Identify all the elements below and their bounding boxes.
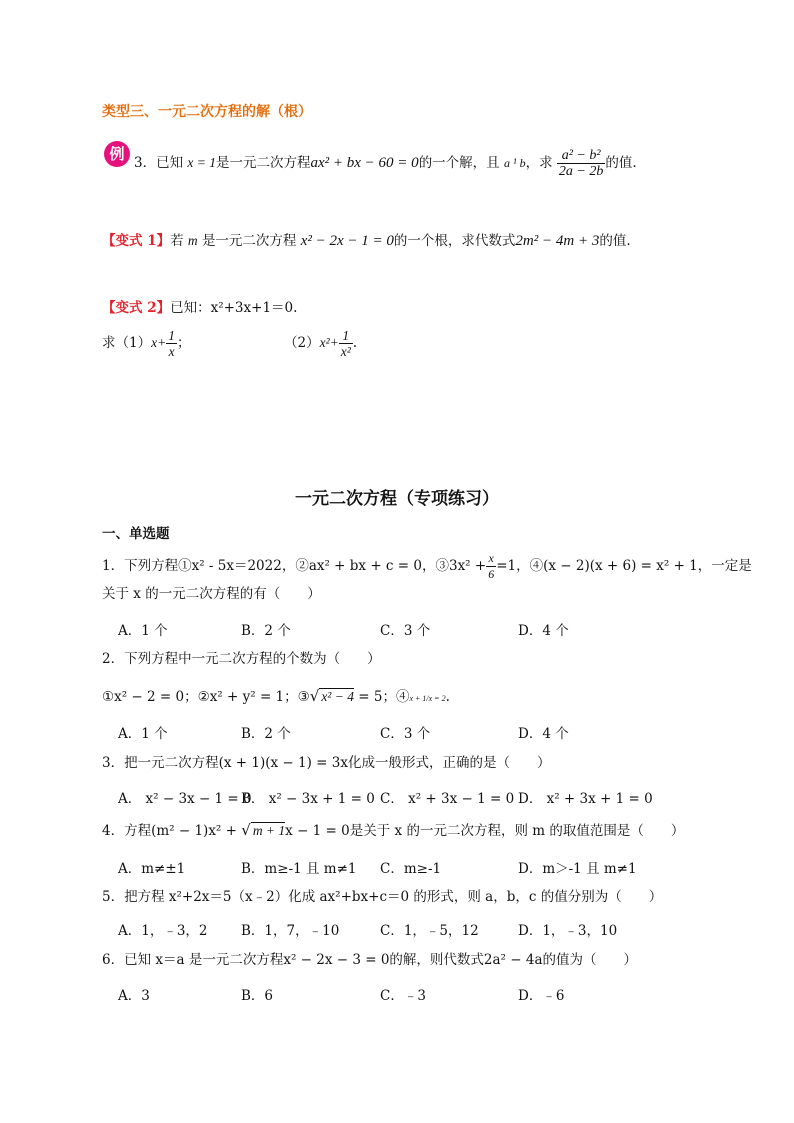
q6-option-a[interactable]: A．3	[118, 988, 150, 1004]
q3-option-c[interactable]: C． x² + 3x − 1 = 0	[380, 791, 515, 807]
variant1-expression: 2m² − 4m + 3	[515, 233, 600, 249]
example-text-b: 是一元二次方程	[216, 155, 311, 171]
example-text-e: 的值.	[605, 155, 637, 171]
variant2-q2-fraction	[339, 328, 353, 359]
q5-option-d[interactable]: D．1，﹣3，10	[518, 923, 618, 939]
q4-option-d[interactable]: D．m＞-1 且 m≠1	[518, 861, 637, 877]
variant1-text-a: 若	[170, 233, 184, 249]
variant1-label: 【变式 1】	[102, 233, 171, 249]
q1-tail: =1，④(x − 2)(x + 6) = x² + 1，一定是	[496, 558, 752, 574]
question-5-line1: 5．把方程 x²+2x＝5（x﹣2）化成 ax²+bx+c＝0 的形式，则 a，b，c 的值分别为（ ）	[102, 889, 663, 905]
q3-option-d[interactable]: D． x² + 3x + 1 = 0	[518, 791, 653, 807]
example-text-d: ，求	[525, 155, 553, 171]
example-problem	[134, 148, 637, 179]
q1-denominator: x	[168, 344, 175, 359]
variant2-q-prefix: 求（1）	[102, 335, 152, 351]
example-fraction	[557, 148, 605, 179]
q2-denominator: x²	[340, 344, 351, 359]
variant2-q1-tail: ；	[176, 335, 191, 351]
variant2-q2-lead: x²+	[319, 335, 339, 350]
question-4-line1: 4．方程(m² − 1)x² + √ m + 1x − 1 = 0是关于 x 的一元二次方程，则 m 的取值范围是（ ）	[102, 821, 685, 839]
q1-frac-den: 6	[488, 567, 495, 581]
q1-fraction	[486, 551, 496, 582]
practice-title: 一元二次方程（专项练习）	[295, 489, 499, 509]
example-equation: ax² + bx − 60 = 0	[310, 155, 419, 171]
question-2-line1: 2．下列方程中一元二次方程的个数为（ ）	[102, 651, 381, 667]
example-text-c: 的一个解，且	[418, 155, 500, 171]
q5-option-a[interactable]: A．1，﹣3，2	[118, 923, 208, 939]
q3-option-b[interactable]: B． x² − 3x + 1 = 0	[241, 791, 375, 807]
variant2-q1-fraction	[166, 328, 177, 359]
question-1-line2: 关于 x 的一元二次方程的有（ ）	[102, 586, 321, 602]
fraction-numerator: a² − b²	[557, 148, 605, 164]
q2-text-a: ①x² − 2 = 0；②x² + y² = 1；③	[102, 689, 310, 705]
question-2-line2: ①x² − 2 = 0；②x² + y² = 1；③√ x² − 4 = 5；④x + 1/x = 2.	[102, 687, 450, 705]
q5-option-b[interactable]: B．1，7，﹣10	[241, 923, 340, 939]
q1-frac-num: x	[486, 551, 496, 567]
variant1-text-c: 的一个根，求代数式	[393, 233, 516, 249]
q5-option-c[interactable]: C．1，﹣5，12	[380, 923, 479, 939]
variant1-text-d: 的值.	[599, 233, 631, 249]
q1-numerator: 1	[168, 328, 175, 343]
variant2-q2-prefix: （2）	[284, 335, 320, 351]
variant2-text: 已知：x²+3x+1＝0.	[170, 300, 298, 316]
q3-option-a[interactable]: A． x² − 3x − 1 = 0	[118, 791, 252, 807]
question-1-line1	[102, 551, 752, 582]
variant2-part1	[102, 328, 190, 359]
q1-option-d[interactable]: D．4 个	[518, 623, 569, 639]
variant2-q1-lead: x+	[151, 335, 167, 350]
q4-option-b[interactable]: B．m≥-1 且 m≠1	[241, 861, 357, 877]
variant2-part2	[284, 328, 357, 359]
q2-small-eq: x + 1/x = 2	[409, 694, 446, 703]
q2-option-c[interactable]: C．3 个	[380, 726, 431, 742]
q1-option-b[interactable]: B．2 个	[241, 623, 291, 639]
q4-text-b: x − 1 = 0是关于 x 的一元二次方程，则 m 的取值范围是（ ）	[285, 823, 685, 839]
q2-option-d[interactable]: D．4 个	[518, 726, 569, 742]
question-6-line1: 6．已知 x＝a 是一元二次方程x² − 2x − 3 = 0的解，则代数式2a² − 4a的值为（ ）	[102, 952, 638, 968]
variant2-q2-tail: .	[352, 335, 358, 351]
part-one-heading: 一、单选题	[102, 526, 170, 542]
q2-radical: x² − 4	[321, 689, 354, 704]
example-condition: a ¹ b	[503, 156, 526, 170]
q1-text: 1．下列方程①x² - 5x＝2022，②ax² + bx + c = 0，③3x² +	[102, 558, 487, 574]
q4-text-a: 4．方程(m² − 1)x² +	[102, 823, 242, 839]
variant1-var-m: m	[187, 233, 198, 248]
example-number: 3．	[134, 155, 157, 171]
fraction-denominator: 2a − 2b	[558, 164, 604, 179]
q2-option-a[interactable]: A．1 个	[118, 726, 168, 742]
q6-option-d[interactable]: D．﹣6	[518, 988, 565, 1004]
variant1-text-b: 是一元二次方程	[201, 233, 297, 249]
example-eq-x1: x = 1	[187, 155, 216, 170]
q2-text-b: = 5；④	[353, 689, 410, 705]
variant1-problem	[102, 232, 631, 250]
q1-option-c[interactable]: C．3 个	[380, 623, 431, 639]
q4-option-c[interactable]: C．m≥-1	[380, 861, 442, 877]
q4-option-a[interactable]: A．m≠±1	[118, 861, 186, 877]
example-text-a: 已知	[156, 155, 184, 171]
variant2-label: 【变式 2】	[102, 300, 171, 316]
variant1-equation: x² − 2x − 1 = 0	[300, 233, 394, 249]
q4-radical: m + 1	[252, 823, 286, 838]
q6-option-b[interactable]: B．6	[241, 988, 274, 1004]
q2-numerator: 1	[339, 328, 353, 344]
q2-option-b[interactable]: B．2 个	[241, 726, 291, 742]
section-heading: 类型三、一元二次方程的解（根）	[102, 104, 312, 120]
q2-text-c: .	[445, 689, 450, 705]
example-badge: 例	[104, 141, 130, 167]
question-3-line1: 3．把一元二次方程(x + 1)(x − 1) = 3x化成一般形式，正确的是（ ）	[102, 755, 551, 771]
q6-option-c[interactable]: C．﹣3	[380, 988, 426, 1004]
q1-option-a[interactable]: A．1 个	[118, 623, 168, 639]
variant2-problem	[102, 299, 297, 317]
